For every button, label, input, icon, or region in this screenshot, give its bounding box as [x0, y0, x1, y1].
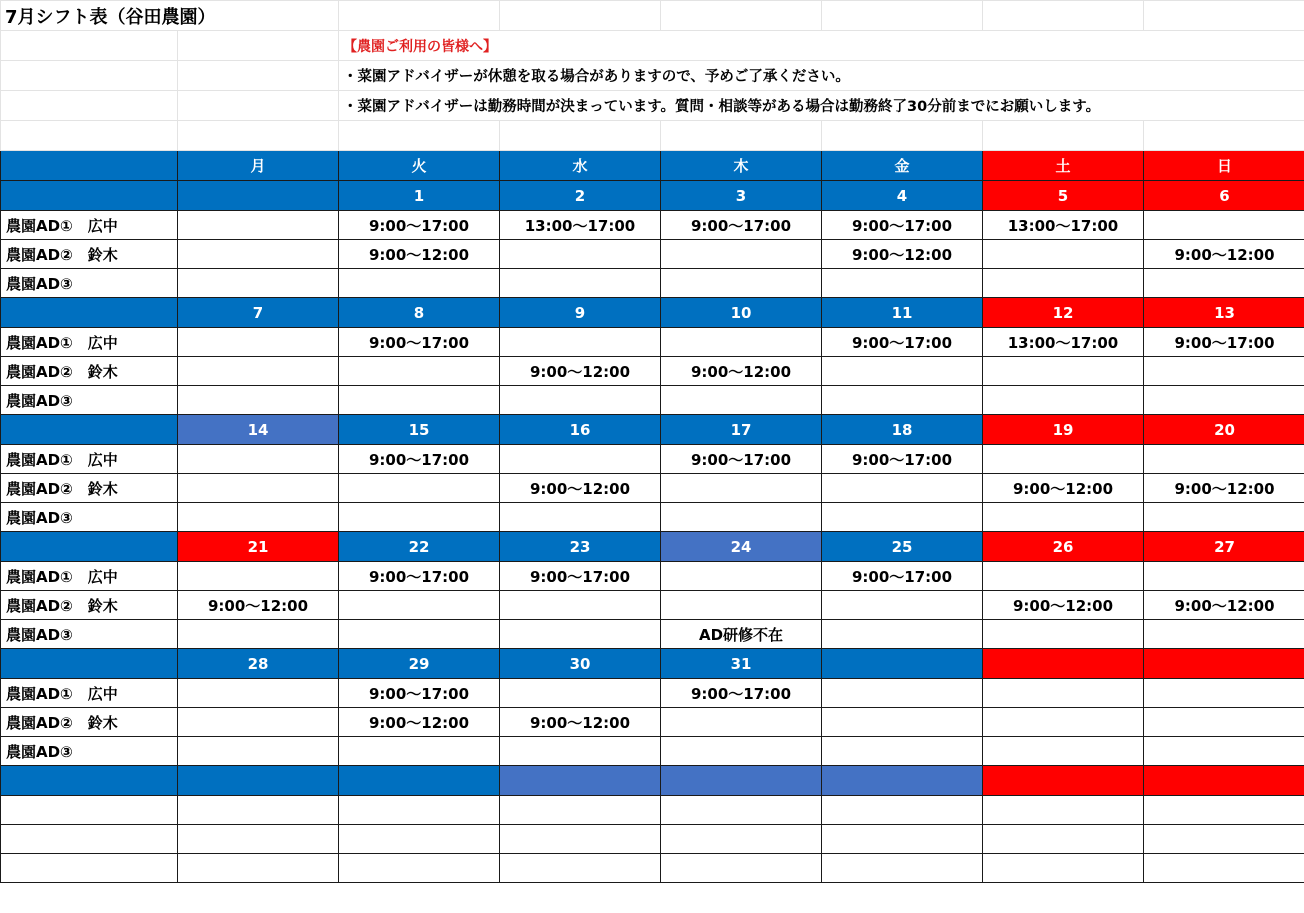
shift-cell[interactable]: [178, 269, 339, 298]
shift-cell[interactable]: [661, 708, 822, 737]
staff-name-cell[interactable]: 農園AD① 広中: [1, 679, 178, 708]
weekday-header-cell[interactable]: 木: [661, 151, 822, 181]
date-cell[interactable]: 30: [500, 649, 661, 679]
date-cell[interactable]: 12: [983, 298, 1144, 328]
shift-cell[interactable]: [1144, 562, 1304, 591]
staff-row-ad2: [1, 474, 1304, 503]
staff-name-cell[interactable]: 農園AD③: [1, 620, 178, 649]
shift-cell[interactable]: [500, 679, 661, 708]
date-row: [1, 298, 1304, 328]
weekday-header-cell[interactable]: 月: [178, 151, 339, 181]
shift-cell[interactable]: [661, 562, 822, 591]
shift-cell[interactable]: 9:00〜12:00: [1144, 240, 1304, 269]
date-cell[interactable]: 17: [661, 415, 822, 445]
shift-cell[interactable]: 9:00〜17:00: [339, 211, 500, 240]
date-row-label-cell[interactable]: [1, 298, 178, 328]
staff-row-ad1: [1, 562, 1304, 591]
empty-cell[interactable]: [822, 854, 983, 883]
shift-cell[interactable]: 9:00〜17:00: [339, 328, 500, 357]
date-row-label-cell[interactable]: [1, 649, 178, 679]
weekday-header-cell[interactable]: 金: [822, 151, 983, 181]
shift-cell[interactable]: [983, 269, 1144, 298]
empty-cell[interactable]: [983, 796, 1144, 825]
empty-cell[interactable]: [983, 854, 1144, 883]
staff-name-cell[interactable]: 農園AD② 鈴木: [1, 240, 178, 269]
shift-cell[interactable]: [822, 474, 983, 503]
staff-row-ad2: [1, 591, 1304, 620]
date-cell[interactable]: 6: [1144, 181, 1304, 211]
shift-cell[interactable]: [339, 357, 500, 386]
empty-row: [1, 796, 1304, 825]
empty-cell[interactable]: [822, 796, 983, 825]
shift-cell[interactable]: [661, 386, 822, 415]
shift-cell[interactable]: [661, 474, 822, 503]
shift-cell[interactable]: [822, 620, 983, 649]
shift-cell[interactable]: [661, 591, 822, 620]
empty-cell[interactable]: [822, 825, 983, 854]
shift-cell[interactable]: [983, 240, 1144, 269]
empty-row: [1, 854, 1304, 883]
shift-cell[interactable]: [500, 591, 661, 620]
staff-name-cell[interactable]: 農園AD③: [1, 269, 178, 298]
shift-cell[interactable]: [339, 269, 500, 298]
date-cell[interactable]: 10: [661, 298, 822, 328]
shift-cell[interactable]: 9:00〜12:00: [500, 357, 661, 386]
shift-cell[interactable]: [178, 503, 339, 532]
shift-cell[interactable]: 9:00〜12:00: [983, 474, 1144, 503]
shift-cell[interactable]: 9:00〜17:00: [339, 679, 500, 708]
date-cell[interactable]: 19: [983, 415, 1144, 445]
shift-cell[interactable]: 9:00〜12:00: [1144, 474, 1304, 503]
date-cell[interactable]: [178, 181, 339, 211]
staff-row-ad1: [1, 211, 1304, 240]
shift-cell[interactable]: 9:00〜12:00: [500, 474, 661, 503]
shift-cell[interactable]: [822, 386, 983, 415]
shift-cell[interactable]: [1144, 211, 1304, 240]
shift-cell[interactable]: 9:00〜12:00: [178, 591, 339, 620]
shift-cell[interactable]: [983, 679, 1144, 708]
staff-name-cell[interactable]: 農園AD① 広中: [1, 328, 178, 357]
notice-heading[interactable]: 【農園ご利用の皆様へ】: [339, 31, 1304, 61]
date-cell[interactable]: 16: [500, 415, 661, 445]
shift-cell[interactable]: 13:00〜17:00: [983, 211, 1144, 240]
shift-cell[interactable]: [983, 386, 1144, 415]
shift-cell[interactable]: [1144, 445, 1304, 474]
notice-line-2[interactable]: ・菜園アドバイザーは勤務時間が決まっています。質問・相談等がある場合は勤務終了30分前までにお願いします。: [339, 91, 1304, 121]
staff-name-cell[interactable]: 農園AD③: [1, 386, 178, 415]
date-cell[interactable]: 24: [661, 532, 822, 562]
staff-row-ad3: [1, 503, 1304, 532]
calendar-body: [1, 151, 1304, 883]
empty-cell[interactable]: [339, 796, 500, 825]
empty-cell[interactable]: [661, 854, 822, 883]
shift-cell[interactable]: [178, 240, 339, 269]
band-cell[interactable]: [983, 766, 1144, 796]
sheet-title[interactable]: 7月シフト表（谷田農園）: [1, 1, 339, 31]
shift-cell[interactable]: [1144, 503, 1304, 532]
date-cell[interactable]: 31: [661, 649, 822, 679]
staff-name-cell[interactable]: 農園AD② 鈴木: [1, 708, 178, 737]
shift-cell[interactable]: [822, 591, 983, 620]
shift-cell[interactable]: [1144, 620, 1304, 649]
shift-cell[interactable]: 9:00〜17:00: [661, 211, 822, 240]
shift-cell[interactable]: 9:00〜17:00: [822, 445, 983, 474]
band-cell[interactable]: [661, 766, 822, 796]
shift-cell[interactable]: [1144, 386, 1304, 415]
staff-name-cell[interactable]: 農園AD② 鈴木: [1, 591, 178, 620]
date-row: [1, 415, 1304, 445]
shift-cell[interactable]: [661, 503, 822, 532]
empty-cell[interactable]: [500, 854, 661, 883]
staff-row-ad2: [1, 240, 1304, 269]
date-cell[interactable]: 27: [1144, 532, 1304, 562]
staff-name-cell[interactable]: 農園AD① 広中: [1, 211, 178, 240]
shift-cell[interactable]: 9:00〜17:00: [822, 562, 983, 591]
date-cell[interactable]: 25: [822, 532, 983, 562]
staff-name-cell[interactable]: 農園AD③: [1, 503, 178, 532]
date-cell[interactable]: 20: [1144, 415, 1304, 445]
shift-cell[interactable]: 9:00〜17:00: [822, 211, 983, 240]
empty-cell[interactable]: [339, 854, 500, 883]
staff-row-ad3: [1, 620, 1304, 649]
date-cell[interactable]: 14: [178, 415, 339, 445]
shift-cell[interactable]: 9:00〜12:00: [500, 708, 661, 737]
shift-cell[interactable]: [1144, 357, 1304, 386]
date-cell[interactable]: 28: [178, 649, 339, 679]
shift-cell[interactable]: [178, 679, 339, 708]
empty-cell[interactable]: [661, 796, 822, 825]
staff-row-ad3: [1, 737, 1304, 766]
date-cell[interactable]: 3: [661, 181, 822, 211]
date-cell[interactable]: 21: [178, 532, 339, 562]
staff-name-cell[interactable]: 農園AD② 鈴木: [1, 357, 178, 386]
empty-cell[interactable]: [983, 825, 1144, 854]
staff-name-cell[interactable]: 農園AD② 鈴木: [1, 474, 178, 503]
shift-cell[interactable]: [500, 620, 661, 649]
band-cell[interactable]: [1144, 766, 1304, 796]
shift-cell[interactable]: 9:00〜12:00: [1144, 591, 1304, 620]
shift-cell[interactable]: [178, 211, 339, 240]
date-cell[interactable]: 4: [822, 181, 983, 211]
date-row: [1, 532, 1304, 562]
shift-cell[interactable]: [983, 737, 1144, 766]
shift-cell[interactable]: [661, 328, 822, 357]
shift-cell[interactable]: [500, 240, 661, 269]
shift-cell[interactable]: 9:00〜17:00: [500, 562, 661, 591]
shift-cell[interactable]: [983, 708, 1144, 737]
shift-cell[interactable]: [178, 708, 339, 737]
shift-cell[interactable]: [983, 620, 1144, 649]
shift-cell[interactable]: [339, 474, 500, 503]
staff-name-cell[interactable]: 農園AD① 広中: [1, 562, 178, 591]
date-cell[interactable]: 26: [983, 532, 1144, 562]
shift-cell[interactable]: [178, 445, 339, 474]
empty-cell[interactable]: [178, 796, 339, 825]
empty-cell[interactable]: [1, 854, 178, 883]
shift-cell[interactable]: [339, 386, 500, 415]
date-cell[interactable]: 2: [500, 181, 661, 211]
shift-cell[interactable]: [500, 503, 661, 532]
shift-cell[interactable]: [178, 386, 339, 415]
empty-cell[interactable]: [661, 825, 822, 854]
date-cell[interactable]: 1: [339, 181, 500, 211]
shift-cell[interactable]: 9:00〜17:00: [339, 445, 500, 474]
shift-cell[interactable]: 9:00〜17:00: [1144, 328, 1304, 357]
date-row-label-cell[interactable]: [1, 532, 178, 562]
staff-name-cell[interactable]: 農園AD③: [1, 737, 178, 766]
shift-cell[interactable]: [1144, 269, 1304, 298]
staff-row-ad3: [1, 386, 1304, 415]
shift-cell[interactable]: 13:00〜17:00: [500, 211, 661, 240]
staff-name-cell[interactable]: 農園AD① 広中: [1, 445, 178, 474]
empty-cell[interactable]: [1144, 796, 1304, 825]
shift-cell[interactable]: 9:00〜12:00: [661, 357, 822, 386]
shift-cell[interactable]: 9:00〜17:00: [339, 562, 500, 591]
empty-cell[interactable]: [339, 825, 500, 854]
shift-cell[interactable]: [983, 503, 1144, 532]
staff-row-ad2: [1, 708, 1304, 737]
date-cell[interactable]: 7: [178, 298, 339, 328]
weekday-header-cell[interactable]: 土: [983, 151, 1144, 181]
shift-cell[interactable]: [661, 269, 822, 298]
shift-cell[interactable]: [661, 737, 822, 766]
shift-cell[interactable]: [339, 620, 500, 649]
date-cell[interactable]: [1144, 649, 1304, 679]
weekday-header-row: [1, 151, 1304, 181]
empty-cell[interactable]: [1144, 825, 1304, 854]
trailing-band-row: [1, 766, 1304, 796]
date-cell[interactable]: 8: [339, 298, 500, 328]
shift-cell[interactable]: 9:00〜12:00: [983, 591, 1144, 620]
staff-row-ad2: [1, 357, 1304, 386]
empty-cell[interactable]: [500, 825, 661, 854]
shift-cell[interactable]: [1144, 737, 1304, 766]
shift-cell[interactable]: 9:00〜12:00: [822, 240, 983, 269]
date-cell[interactable]: 23: [500, 532, 661, 562]
shift-cell[interactable]: [500, 386, 661, 415]
shift-cell[interactable]: [339, 737, 500, 766]
date-cell[interactable]: 15: [339, 415, 500, 445]
staff-row-ad1: [1, 445, 1304, 474]
shift-cell[interactable]: [178, 562, 339, 591]
shift-cell[interactable]: [1144, 708, 1304, 737]
date-cell[interactable]: 13: [1144, 298, 1304, 328]
shift-cell[interactable]: [983, 357, 1144, 386]
date-cell[interactable]: 22: [339, 532, 500, 562]
shift-cell[interactable]: [178, 620, 339, 649]
shift-cell[interactable]: AD研修不在: [661, 620, 822, 649]
shift-cell[interactable]: [500, 445, 661, 474]
shift-cell[interactable]: [500, 737, 661, 766]
date-cell[interactable]: 11: [822, 298, 983, 328]
date-cell[interactable]: 9: [500, 298, 661, 328]
shift-cell[interactable]: [822, 503, 983, 532]
weekday-header-cell[interactable]: 日: [1144, 151, 1304, 181]
shift-cell[interactable]: 9:00〜12:00: [339, 240, 500, 269]
shift-cell[interactable]: [500, 269, 661, 298]
shift-cell[interactable]: [339, 503, 500, 532]
shift-cell[interactable]: 9:00〜17:00: [822, 328, 983, 357]
date-cell[interactable]: [822, 649, 983, 679]
date-cell[interactable]: 5: [983, 181, 1144, 211]
shift-cell[interactable]: [178, 328, 339, 357]
staff-row-ad1: [1, 679, 1304, 708]
shift-cell[interactable]: [822, 269, 983, 298]
empty-cell[interactable]: [500, 796, 661, 825]
band-cell[interactable]: [822, 766, 983, 796]
date-cell[interactable]: 18: [822, 415, 983, 445]
date-cell[interactable]: 29: [339, 649, 500, 679]
shift-cell[interactable]: [822, 679, 983, 708]
staff-row-ad1: [1, 328, 1304, 357]
date-cell[interactable]: [983, 649, 1144, 679]
date-row: [1, 181, 1304, 211]
empty-cell[interactable]: [1, 796, 178, 825]
header-corner-cell[interactable]: [1, 151, 178, 181]
date-row-label-cell[interactable]: [1, 415, 178, 445]
shift-cell[interactable]: [822, 357, 983, 386]
empty-cell[interactable]: [1144, 854, 1304, 883]
shift-cell[interactable]: [983, 445, 1144, 474]
band-cell[interactable]: [1, 766, 178, 796]
shift-cell[interactable]: [178, 737, 339, 766]
shift-cell[interactable]: 9:00〜12:00: [339, 708, 500, 737]
notice-line-1[interactable]: ・菜園アドバイザーが休憩を取る場合がありますので、予めご了承ください。: [339, 61, 1304, 91]
shift-cell[interactable]: [500, 328, 661, 357]
shift-cell[interactable]: [822, 708, 983, 737]
shift-cell[interactable]: [661, 240, 822, 269]
weekday-header-cell[interactable]: 水: [500, 151, 661, 181]
shift-cell[interactable]: 9:00〜17:00: [661, 445, 822, 474]
shift-cell[interactable]: [339, 591, 500, 620]
empty-cell[interactable]: [1, 825, 178, 854]
shift-cell[interactable]: [983, 562, 1144, 591]
date-row-label-cell[interactable]: [1, 181, 178, 211]
staff-row-ad3: [1, 269, 1304, 298]
empty-cell[interactable]: [178, 854, 339, 883]
band-cell[interactable]: [500, 766, 661, 796]
date-row: [1, 649, 1304, 679]
shift-cell[interactable]: [822, 737, 983, 766]
weekday-header-cell[interactable]: 火: [339, 151, 500, 181]
empty-cell[interactable]: [178, 825, 339, 854]
shift-cell[interactable]: [1144, 679, 1304, 708]
shift-cell[interactable]: [178, 357, 339, 386]
band-cell[interactable]: [178, 766, 339, 796]
shift-cell[interactable]: 13:00〜17:00: [983, 328, 1144, 357]
empty-row: [1, 825, 1304, 854]
band-cell[interactable]: [339, 766, 500, 796]
shift-cell[interactable]: [178, 474, 339, 503]
shift-cell[interactable]: 9:00〜17:00: [661, 679, 822, 708]
